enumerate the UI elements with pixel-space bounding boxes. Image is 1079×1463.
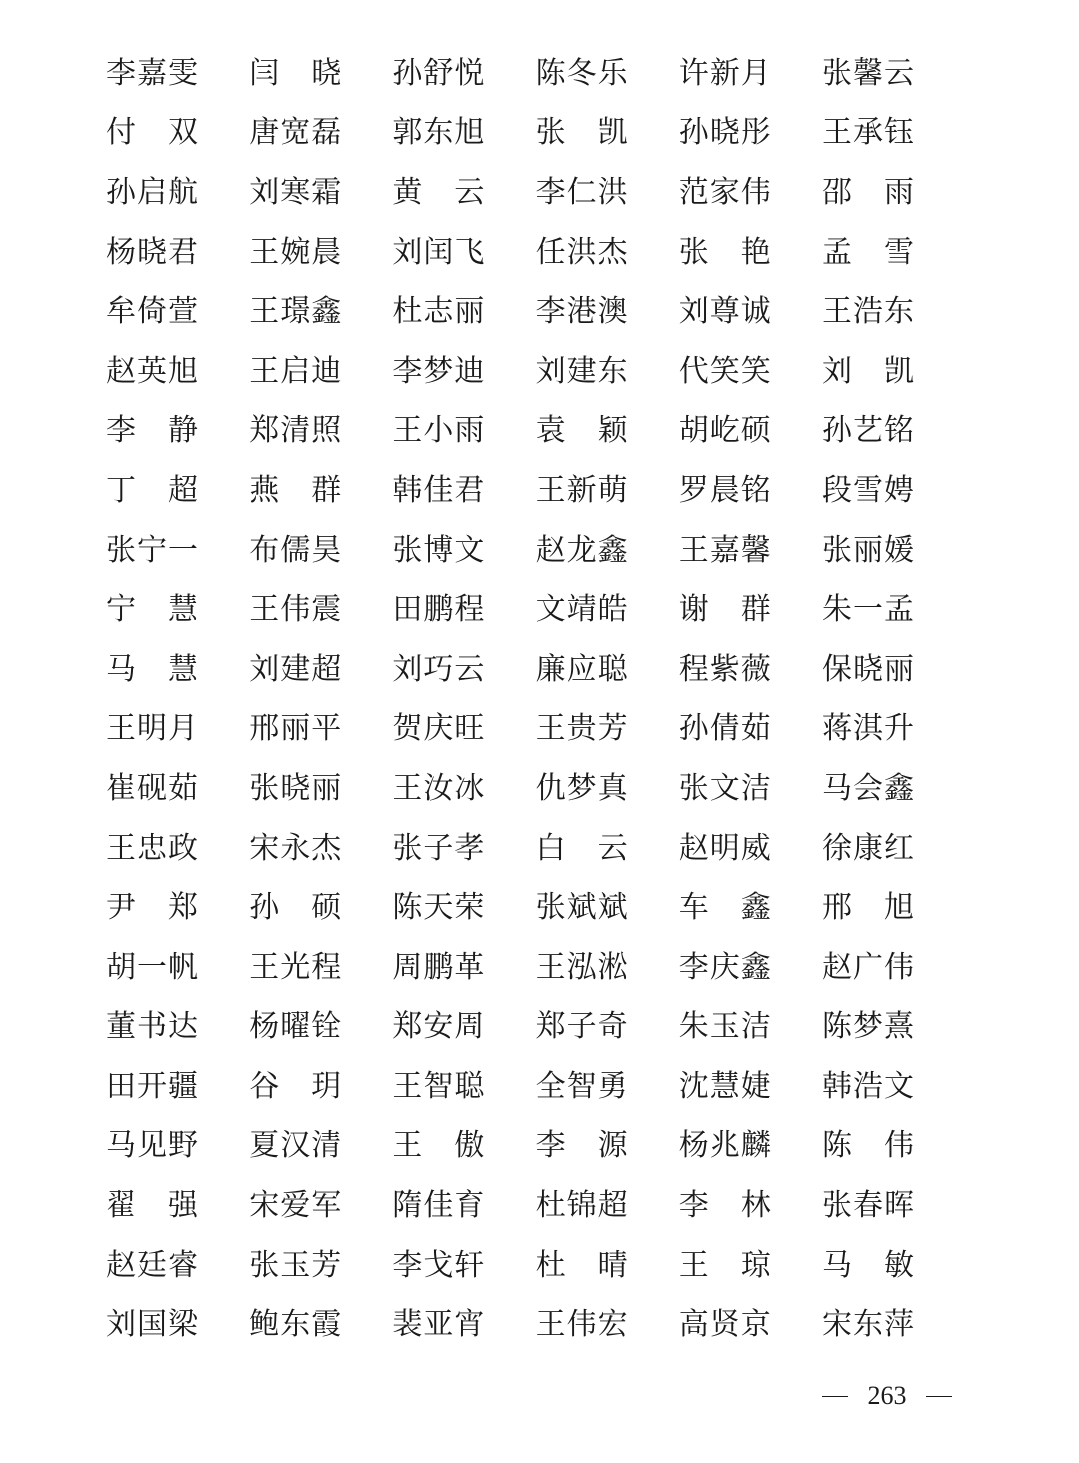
name-entry: 刘 凯 xyxy=(821,353,915,389)
name-entry: 董书达 xyxy=(106,1009,199,1045)
name-entry: 王智聪 xyxy=(392,1068,486,1104)
name-row xyxy=(106,1236,966,1296)
name-entry: 王承钰 xyxy=(821,115,915,151)
name-entry: 鲍东霞 xyxy=(249,1307,343,1343)
name-row xyxy=(106,163,966,223)
name-entry: 赵广伟 xyxy=(821,949,915,985)
name-row xyxy=(106,402,966,462)
name-entry: 马 敏 xyxy=(821,1247,915,1283)
name-entry: 郑子奇 xyxy=(535,1009,629,1045)
name-row xyxy=(106,1057,966,1117)
name-entry: 夏汉清 xyxy=(249,1128,343,1164)
name-entry: 李港澳 xyxy=(535,294,629,330)
name-row xyxy=(106,878,966,938)
name-entry: 李庆鑫 xyxy=(678,949,772,985)
name-row xyxy=(106,1295,966,1355)
name-entry: 李 林 xyxy=(678,1188,772,1224)
name-entry: 郭东旭 xyxy=(392,115,486,151)
name-entry: 邢丽平 xyxy=(249,711,343,747)
name-entry: 王小雨 xyxy=(392,413,486,449)
name-entry: 杜志丽 xyxy=(392,294,486,330)
name-entry: 王璟鑫 xyxy=(249,294,343,330)
name-row xyxy=(106,1117,966,1177)
name-entry: 孙晓彤 xyxy=(678,115,772,151)
name-entry: 宋东萍 xyxy=(821,1307,915,1343)
name-entry: 贺庆旺 xyxy=(392,711,486,747)
name-row xyxy=(106,223,966,283)
name-entry: 张宁一 xyxy=(106,532,199,568)
name-entry: 白 云 xyxy=(535,830,629,866)
name-entry: 付 双 xyxy=(106,115,199,151)
name-entry: 杜锦超 xyxy=(535,1188,629,1224)
name-entry: 赵龙鑫 xyxy=(535,532,629,568)
name-entry: 宋永杰 xyxy=(249,830,343,866)
name-entry: 王忠政 xyxy=(106,830,199,866)
name-entry: 杨曜铨 xyxy=(249,1009,343,1045)
name-entry: 刘国梁 xyxy=(106,1307,199,1343)
name-entry: 张玉芳 xyxy=(249,1247,343,1283)
name-entry: 谢 群 xyxy=(678,592,772,628)
name-entry: 刘巧云 xyxy=(392,651,486,687)
name-entry: 王光程 xyxy=(249,949,343,985)
name-entry: 孙舒悦 xyxy=(392,55,486,91)
name-entry: 王汝冰 xyxy=(392,770,486,806)
name-entry: 宁 慧 xyxy=(106,592,199,628)
name-entry: 文靖皓 xyxy=(535,592,629,628)
name-row xyxy=(106,44,966,104)
name-entry: 周鹏革 xyxy=(392,949,486,985)
name-entry: 胡一帆 xyxy=(106,949,199,985)
name-entry: 马见野 xyxy=(106,1128,199,1164)
name-entry: 王 傲 xyxy=(392,1128,486,1164)
name-entry: 王伟宏 xyxy=(535,1307,629,1343)
name-entry: 李仁洪 xyxy=(535,174,629,210)
name-entry: 陈 伟 xyxy=(821,1128,915,1164)
name-row xyxy=(106,342,966,402)
name-entry: 闫 晓 xyxy=(249,55,343,91)
name-entry: 王泓淞 xyxy=(535,949,629,985)
name-entry: 张文洁 xyxy=(678,770,772,806)
name-entry: 孟 雪 xyxy=(821,234,915,270)
name-entry: 段雪娉 xyxy=(821,472,915,508)
name-entry: 保晓丽 xyxy=(821,651,915,687)
name-entry: 隋佳育 xyxy=(392,1188,486,1224)
name-row xyxy=(106,282,966,342)
name-row xyxy=(106,580,966,640)
name-entry: 范家伟 xyxy=(678,174,772,210)
name-entry: 孙艺铭 xyxy=(821,413,915,449)
name-entry: 胡屹硕 xyxy=(678,413,772,449)
name-entry: 蒋淇升 xyxy=(821,711,915,747)
name-entry: 王伟震 xyxy=(249,592,343,628)
name-entry: 李 静 xyxy=(106,413,199,449)
name-entry: 赵英旭 xyxy=(106,353,199,389)
name-entry: 许新月 xyxy=(678,55,772,91)
name-entry: 邵 雨 xyxy=(821,174,915,210)
name-entry: 高贤京 xyxy=(678,1307,772,1343)
name-entry: 燕 群 xyxy=(249,472,343,508)
left-dash xyxy=(822,1396,848,1397)
name-entry: 邢 旭 xyxy=(821,890,915,926)
name-entry: 袁 颖 xyxy=(535,413,629,449)
name-entry: 郑安周 xyxy=(392,1009,486,1045)
name-entry: 王婉晨 xyxy=(249,234,343,270)
name-entry: 刘建超 xyxy=(249,651,343,687)
name-entry: 田鹏程 xyxy=(392,592,486,628)
name-entry: 程紫薇 xyxy=(678,651,772,687)
name-entry: 孙倩茹 xyxy=(678,711,772,747)
name-entry: 刘建东 xyxy=(535,353,629,389)
name-entry: 王明月 xyxy=(106,711,199,747)
name-entry: 张馨云 xyxy=(821,55,915,91)
right-dash xyxy=(926,1396,952,1397)
name-entry: 刘寒霜 xyxy=(249,174,343,210)
name-entry: 田开疆 xyxy=(106,1068,199,1104)
name-row xyxy=(106,759,966,819)
name-entry: 罗晨铭 xyxy=(678,472,772,508)
name-entry: 任洪杰 xyxy=(535,234,629,270)
name-entry: 陈梦熹 xyxy=(821,1009,915,1045)
name-entry: 全智勇 xyxy=(535,1068,629,1104)
name-entry: 张丽媛 xyxy=(821,532,915,568)
name-entry: 沈慧婕 xyxy=(678,1068,772,1104)
name-entry: 黄 云 xyxy=(392,174,486,210)
name-row xyxy=(106,104,966,164)
name-entry: 李嘉雯 xyxy=(106,55,199,91)
name-entry: 孙 硕 xyxy=(249,890,343,926)
name-entry: 孙启航 xyxy=(106,174,199,210)
name-entry: 马 慧 xyxy=(106,651,199,687)
name-entry: 宋爱军 xyxy=(249,1188,343,1224)
page-number: 263 xyxy=(867,1381,907,1410)
name-entry: 崔砚茹 xyxy=(106,770,199,806)
name-entry: 布儒昊 xyxy=(249,532,343,568)
name-entry: 陈天荣 xyxy=(392,890,486,926)
name-entry: 王贵芳 xyxy=(535,711,629,747)
name-entry: 马会鑫 xyxy=(821,770,915,806)
name-entry: 李戈轩 xyxy=(392,1247,486,1283)
name-entry: 张春晖 xyxy=(821,1188,915,1224)
name-entry: 刘闰飞 xyxy=(392,234,486,270)
name-entry: 朱玉洁 xyxy=(678,1009,772,1045)
name-entry: 韩佳君 xyxy=(392,472,486,508)
name-entry: 廉应聪 xyxy=(535,651,629,687)
name-row xyxy=(106,461,966,521)
name-entry: 朱一孟 xyxy=(821,592,915,628)
name-entry: 张 凯 xyxy=(535,115,629,151)
name-entry: 李梦迪 xyxy=(392,353,486,389)
name-entry: 裴亚宵 xyxy=(392,1307,486,1343)
name-entry: 王浩东 xyxy=(821,294,915,330)
name-entry: 杨兆麟 xyxy=(678,1128,772,1164)
name-entry: 王新萌 xyxy=(535,472,629,508)
name-entry: 张晓丽 xyxy=(249,770,343,806)
name-entry: 唐宽磊 xyxy=(249,115,343,151)
name-entry: 翟 强 xyxy=(106,1188,199,1224)
name-row xyxy=(106,998,966,1058)
name-row xyxy=(106,819,966,879)
name-row xyxy=(106,521,966,581)
name-row xyxy=(106,640,966,700)
name-row xyxy=(106,1176,966,1236)
name-entry: 张斌斌 xyxy=(535,890,629,926)
name-entry: 牟倚萱 xyxy=(106,294,199,330)
name-entry: 杨晓君 xyxy=(106,234,199,270)
name-entry: 郑清照 xyxy=(249,413,343,449)
page-number-footer xyxy=(822,1376,952,1416)
name-entry: 车 鑫 xyxy=(678,890,772,926)
name-entry: 仇梦真 xyxy=(535,770,629,806)
name-entry: 王嘉馨 xyxy=(678,532,772,568)
name-entry: 王启迪 xyxy=(249,353,343,389)
name-row xyxy=(106,938,966,998)
name-entry: 谷 玥 xyxy=(249,1068,343,1104)
name-entry: 赵廷睿 xyxy=(106,1247,199,1283)
name-entry: 徐康红 xyxy=(821,830,915,866)
name-row xyxy=(106,700,966,760)
name-entry: 李 源 xyxy=(535,1128,629,1164)
name-entry: 丁 超 xyxy=(106,472,199,508)
name-entry: 杜 晴 xyxy=(535,1247,629,1283)
name-entry: 赵明威 xyxy=(678,830,772,866)
name-entry: 刘尊诚 xyxy=(678,294,772,330)
name-entry: 韩浩文 xyxy=(821,1068,915,1104)
name-entry: 张子孝 xyxy=(392,830,486,866)
name-entry: 代笑笑 xyxy=(678,353,772,389)
name-entry: 王 琼 xyxy=(678,1247,772,1283)
name-list xyxy=(106,44,966,1355)
name-entry: 张博文 xyxy=(392,532,486,568)
name-entry: 张 艳 xyxy=(678,234,772,270)
name-entry: 尹 郑 xyxy=(106,890,199,926)
name-entry: 陈冬乐 xyxy=(535,55,629,91)
